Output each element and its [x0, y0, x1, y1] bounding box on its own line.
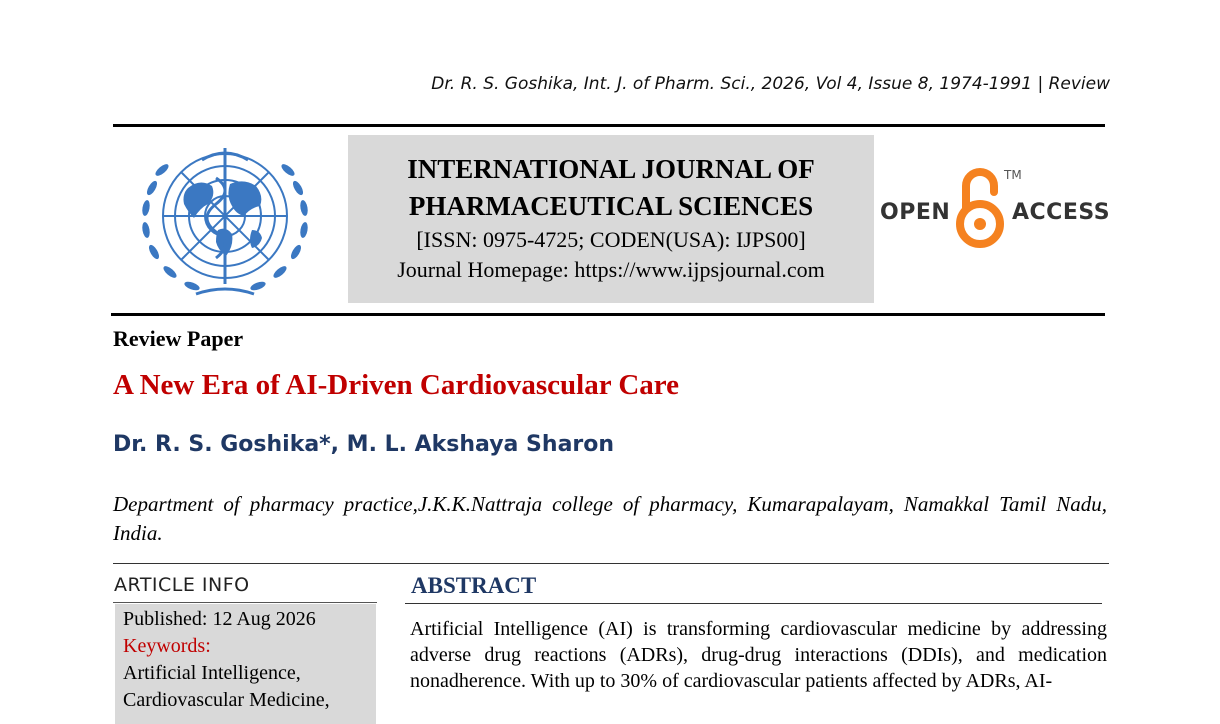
un-emblem-icon	[126, 138, 324, 304]
abstract-heading: ABSTRACT	[411, 573, 537, 598]
citation-header: Dr. R. S. Goshika, Int. J. of Pharm. Sci., 2026, Vol 4, Issue 8, 1974-1991 | Review	[431, 74, 1110, 94]
header-top-rule	[113, 124, 1105, 127]
journal-name-line2: PHARMACEUTICAL SCIENCES	[408, 191, 814, 221]
keyword-item: Cardiovascular Medicine,	[123, 689, 330, 711]
section-divider	[113, 563, 1109, 564]
article-info-rule	[113, 602, 377, 603]
journal-masthead	[348, 135, 874, 303]
keyword-item: Artificial Intelligence,	[123, 662, 301, 684]
abstract-rule	[405, 603, 1102, 604]
paper-title: A New Era of AI-Driven Cardiovascular Care	[113, 369, 679, 401]
author-affiliation: Department of pharmacy practice,J.K.K.Nattraja college of pharmacy, Kumarapalayam, Namakkal Tamil Nadu, India.	[113, 492, 1107, 545]
paper-authors: Dr. R. S. Goshika*, M. L. Akshaya Sharon	[113, 432, 615, 457]
header-bottom-rule	[111, 313, 1105, 316]
abstract-body: Artificial Intelligence (AI) is transforming cardiovascular medicine by addressing adverse drug reactions (ADRs), drug-drug interactions (DDIs), and medication nonadherence. With up to 30% of cardiovascular patients affected by ADRs, AI-	[410, 618, 1107, 692]
keywords-label: Keywords:	[123, 635, 211, 657]
published-date: Published: 12 Aug 2026	[123, 608, 316, 630]
article-info-box	[115, 604, 376, 724]
open-access-left-word: OPEN	[880, 200, 951, 225]
trademark-mark: TM	[1004, 168, 1022, 182]
open-access-logo	[878, 164, 1111, 256]
journal-name-line1: INTERNATIONAL JOURNAL OF	[407, 154, 815, 184]
article-info-heading: ARTICLE INFO	[114, 574, 250, 596]
paper-type: Review Paper	[113, 326, 244, 351]
journal-homepage: Journal Homepage: https://www.ijpsjournal.com	[397, 257, 825, 282]
open-access-right-word: ACCESS	[1012, 200, 1111, 225]
open-access-lock-icon	[954, 164, 1006, 250]
journal-issn: [ISSN: 0975-4725; CODEN(USA): IJPS00]	[416, 227, 806, 252]
